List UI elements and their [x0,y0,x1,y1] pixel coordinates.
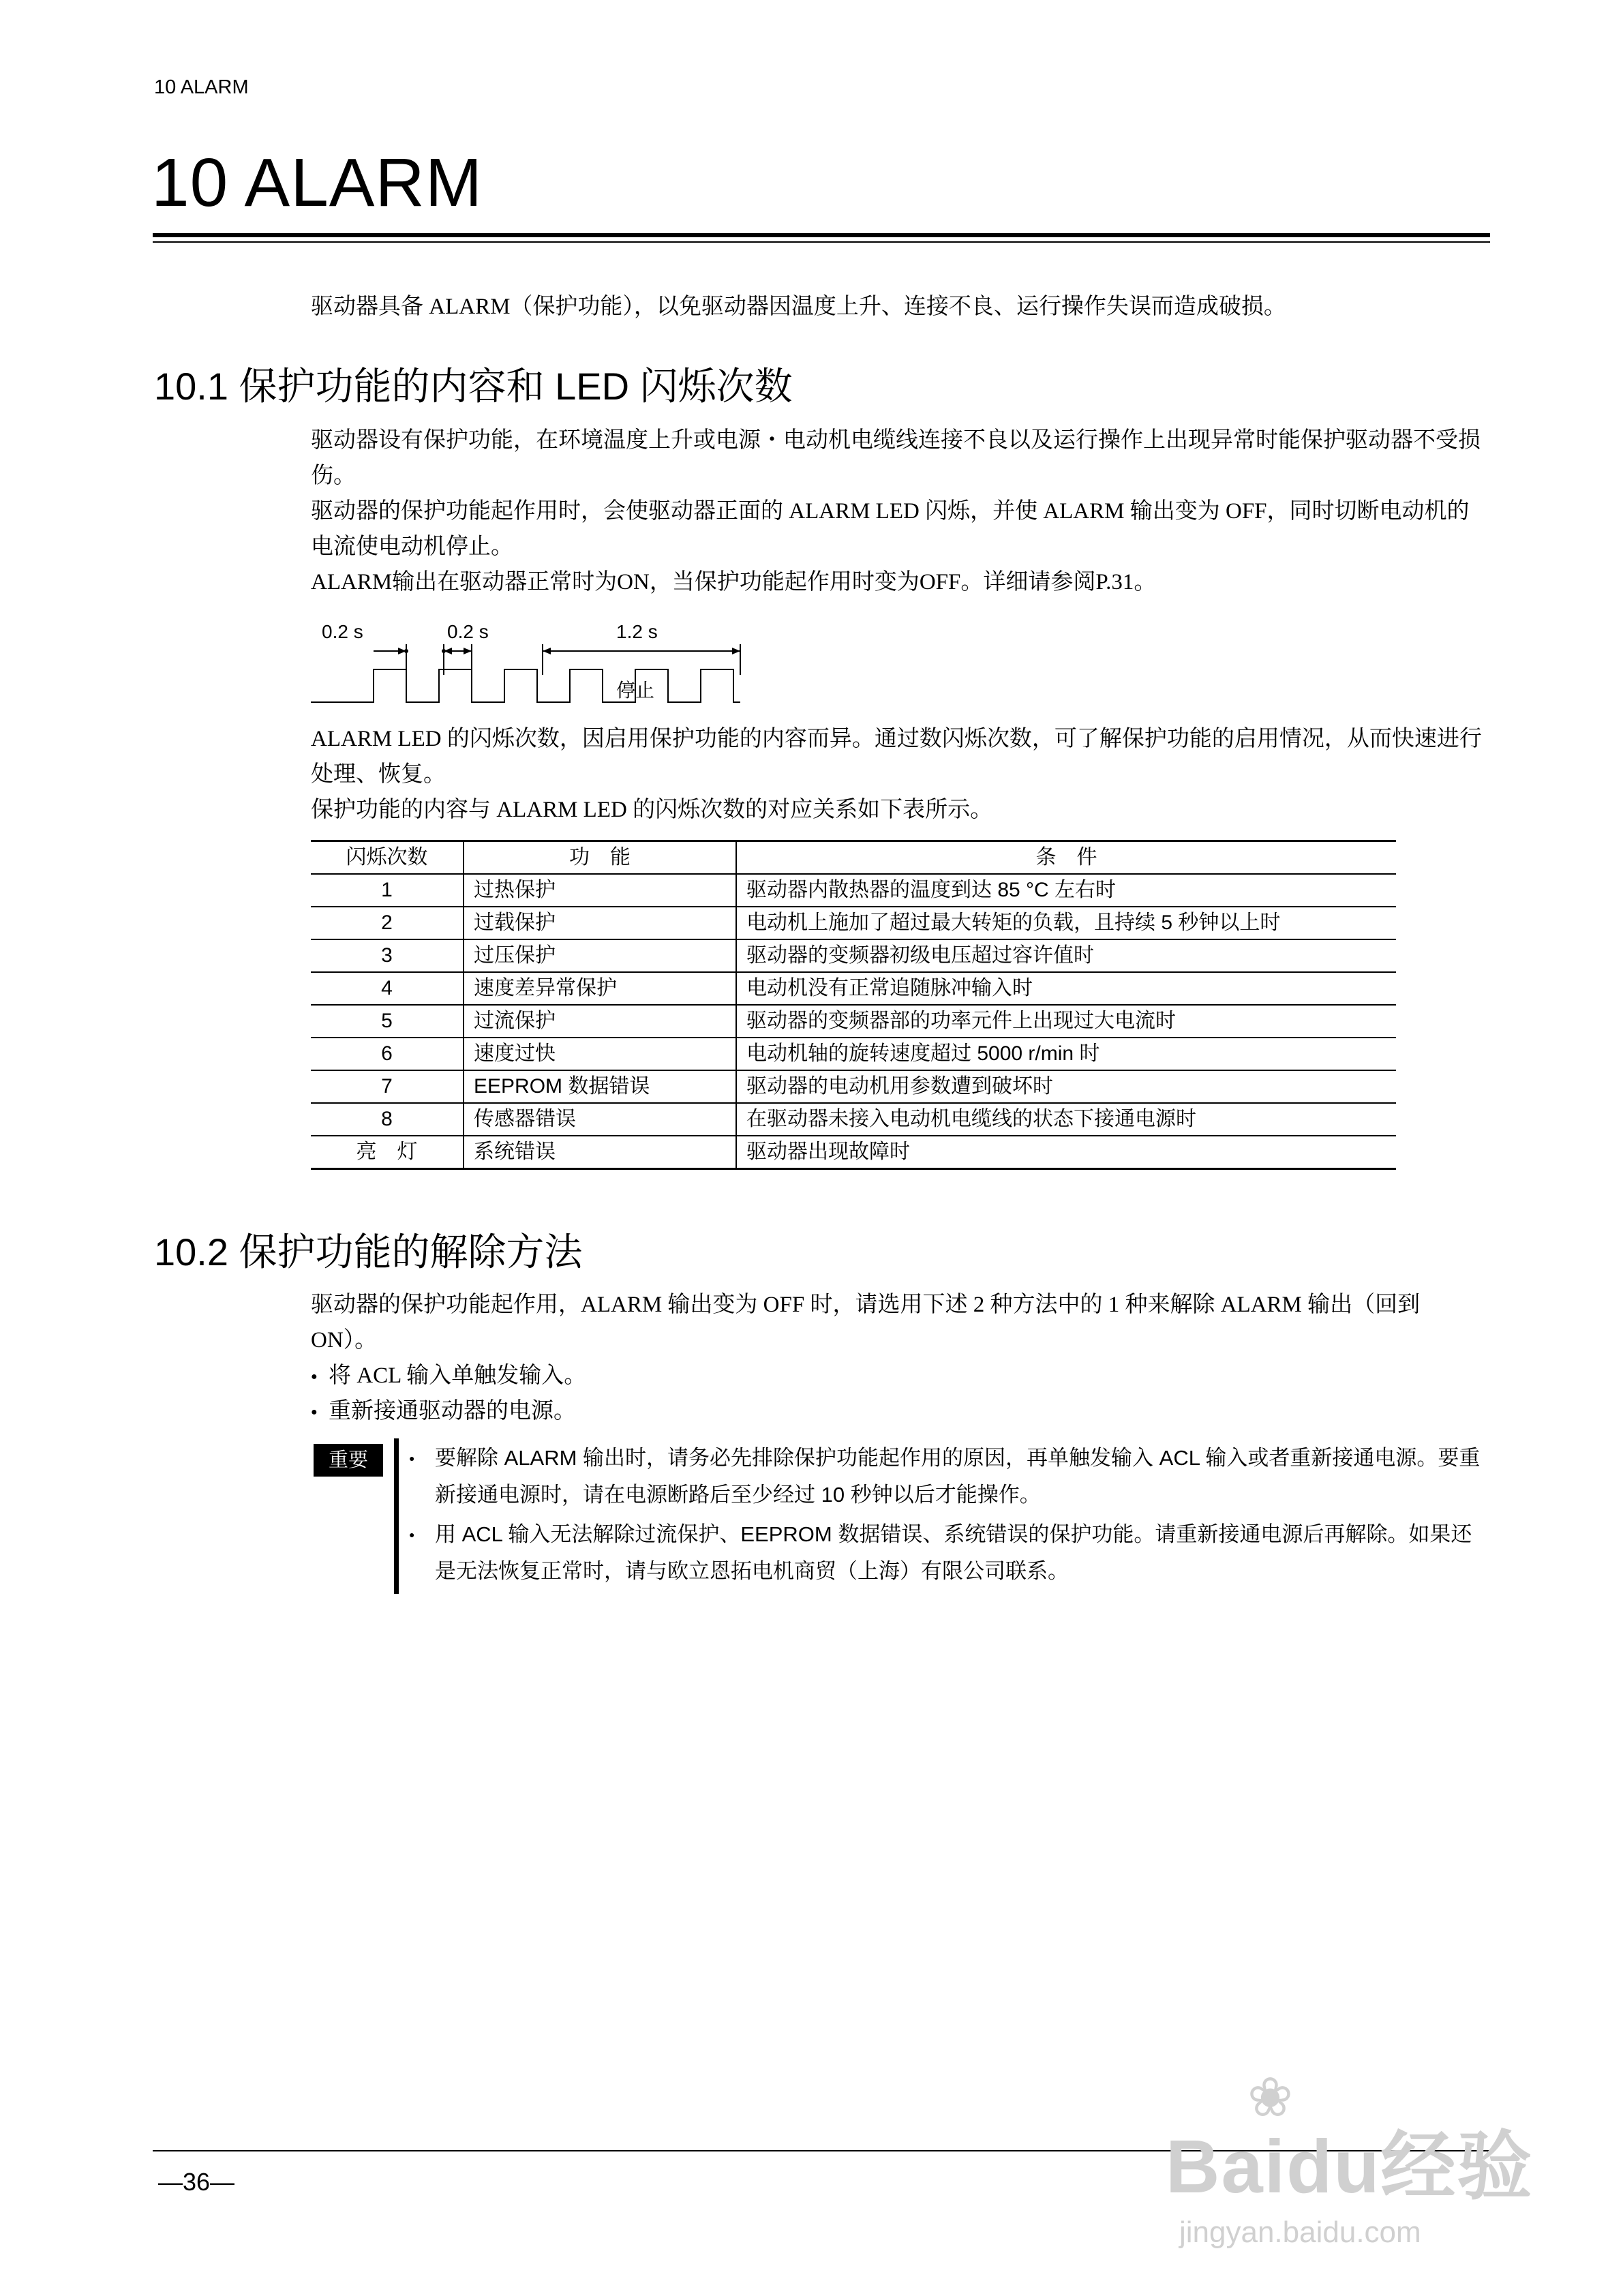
timing-label-2: 0.2 s [447,621,489,642]
alarm-table [311,840,1396,1170]
timing-label-1: 0.2 s [322,621,363,642]
cell-function: 系统错误 [464,1136,736,1169]
title-rule-thick [153,233,1490,237]
section-heading-10-2: 10.2 保护功能的解除方法 [154,1230,583,1273]
table-header-row [311,841,1396,875]
bullet-item [311,1358,586,1395]
table-row [311,1038,1396,1070]
cell-condition: 驱动器的变频器初级电压超过容许值时 [736,939,1396,972]
cell-function: 过载保护 [464,907,736,939]
bullet-item [311,1393,576,1430]
table-row [311,972,1396,1005]
chapter-intro: 驱动器具备 ALARM（保护功能），以免驱动器因温度上升、连接不良、运行操作失误而造成破损。 [311,294,1286,319]
cell-condition: 驱动器出现故障时 [736,1136,1396,1169]
bullet-dot-icon: ● [409,1453,415,1464]
cell-function: EEPROM 数据错误 [464,1070,736,1103]
important-text: 用 ACL 输入无法解除过流保护、EEPROM 数据错误、系统错误的保护功能。请重新接通电源后再解除。如果还是无法恢复正常时，请与欧立恩拓电机商贸（上海）有限公司联系。 [435,1522,1472,1583]
table-row [311,1103,1396,1136]
section2-paragraph-1: 驱动器的保护功能起作用，ALARM 输出变为 OFF 时，请选用下述 2 种方法中的 1 种来解除 ALARM 输出（回到 ON）。 [311,1293,1421,1353]
section1-paragraph-5: 保护功能的内容与 ALARM LED 的闪烁次数的对应关系如下表所示。 [311,798,993,822]
cell-blink-count: 5 [311,1005,464,1038]
cell-function: 速度过快 [464,1038,736,1070]
cell-blink-count: 7 [311,1070,464,1103]
watermark-logo: Baidu经验 [1166,2125,1534,2209]
title-rule-thin [153,241,1490,243]
cell-blink-count: 2 [311,907,464,939]
header-blink-count: 闪烁次数 [311,841,464,875]
cell-function: 速度差异常保护 [464,972,736,1005]
table-row [311,1070,1396,1103]
cell-condition: 电动机上施加了超过最大转矩的负载，且持续 5 秒钟以上时 [736,907,1396,939]
paw-icon: ❀ [1247,2067,1294,2128]
section-heading-10-1: 10.1 保护功能的内容和 LED 闪烁次数 [154,365,793,408]
bullet-text: 将 ACL 输入单触发输入。 [329,1363,587,1388]
section1-paragraph-2: 驱动器的保护功能起作用时，会使驱动器正面的 ALARM LED 闪烁，并使 ALARM 输出变为 OFF，同时切断电动机的电流使电动机停止。 [311,499,1470,559]
baidu-watermark [1132,2066,1534,2270]
cell-blink-count: 3 [311,939,464,972]
table-row [311,907,1396,939]
section1-paragraph-3: ALARM输出在驱动器正常时为ON，当保护功能起作用时变为OFF。详细请参阅P.31。 [311,570,1157,594]
cell-function: 传感器错误 [464,1103,736,1136]
pulse-waveform [311,669,740,702]
cell-condition: 驱动器的电动机用参数遭到破坏时 [736,1070,1396,1103]
cell-blink-count: 1 [311,874,464,907]
section1-paragraph-1: 驱动器设有保护功能，在环境温度上升或电源・电动机电缆线连接不良以及运行操作上出现异常时能保护驱动器不受损伤。 [311,428,1481,488]
cell-blink-count: 8 [311,1103,464,1136]
cell-blink-count: 6 [311,1038,464,1070]
cell-condition: 电动机没有正常追随脉冲输入时 [736,972,1396,1005]
cell-function: 过流保护 [464,1005,736,1038]
cell-condition: 驱动器的变频器部的功率元件上出现过大电流时 [736,1005,1396,1038]
cell-condition: 电动机轴的旋转速度超过 5000 r/min 时 [736,1038,1396,1070]
table-row [311,874,1396,907]
cell-condition: 在驱动器未接入电动机电缆线的状态下接通电源时 [736,1103,1396,1136]
important-item [409,1516,1486,1590]
important-text: 要解除 ALARM 输出时，请务必先排除保护功能起作用的原因，再单触发输入 ACL 输入或者重新接通电源。要重新接通电源时，请在电源断路后至少经过 10 秒钟以后才能操作。 [435,1446,1481,1507]
important-tag: 重要 [314,1444,383,1477]
header-condition: 条 件 [736,841,1396,875]
table-row [311,1136,1396,1169]
cell-function: 过热保护 [464,874,736,907]
section1-paragraph-4: ALARM LED 的闪烁次数，因启用保护功能的内容而异。通过数闪烁次数，可了解保护功能的启用情况，从而快速进行处理、恢复。 [311,727,1482,787]
important-item [409,1440,1486,1513]
timing-stop-label: 停止 [616,680,655,701]
header-function: 功 能 [464,841,736,875]
cell-function: 过压保护 [464,939,736,972]
cell-condition: 驱动器内散热器的温度到达 85 °C 左右时 [736,874,1396,907]
alarm-timing-diagram [311,614,952,723]
important-bar [394,1438,399,1594]
cell-blink-count: 亮 灯 [311,1136,464,1169]
bullet-dot-icon: ● [409,1529,415,1540]
bullet-dot-icon: ● [311,1371,318,1383]
page-number: —36— [158,2168,235,2196]
chapter-title: 10 ALARM [151,145,483,221]
table-row [311,1005,1396,1038]
cell-blink-count: 4 [311,972,464,1005]
timing-label-3: 1.2 s [616,621,658,642]
running-header: 10 ALARM [154,76,249,98]
watermark-url: jingyan.baidu.com [1179,2216,1421,2249]
bullet-dot-icon: ● [311,1406,318,1419]
bullet-text: 重新接通驱动器的电源。 [329,1399,576,1423]
table-row [311,939,1396,972]
